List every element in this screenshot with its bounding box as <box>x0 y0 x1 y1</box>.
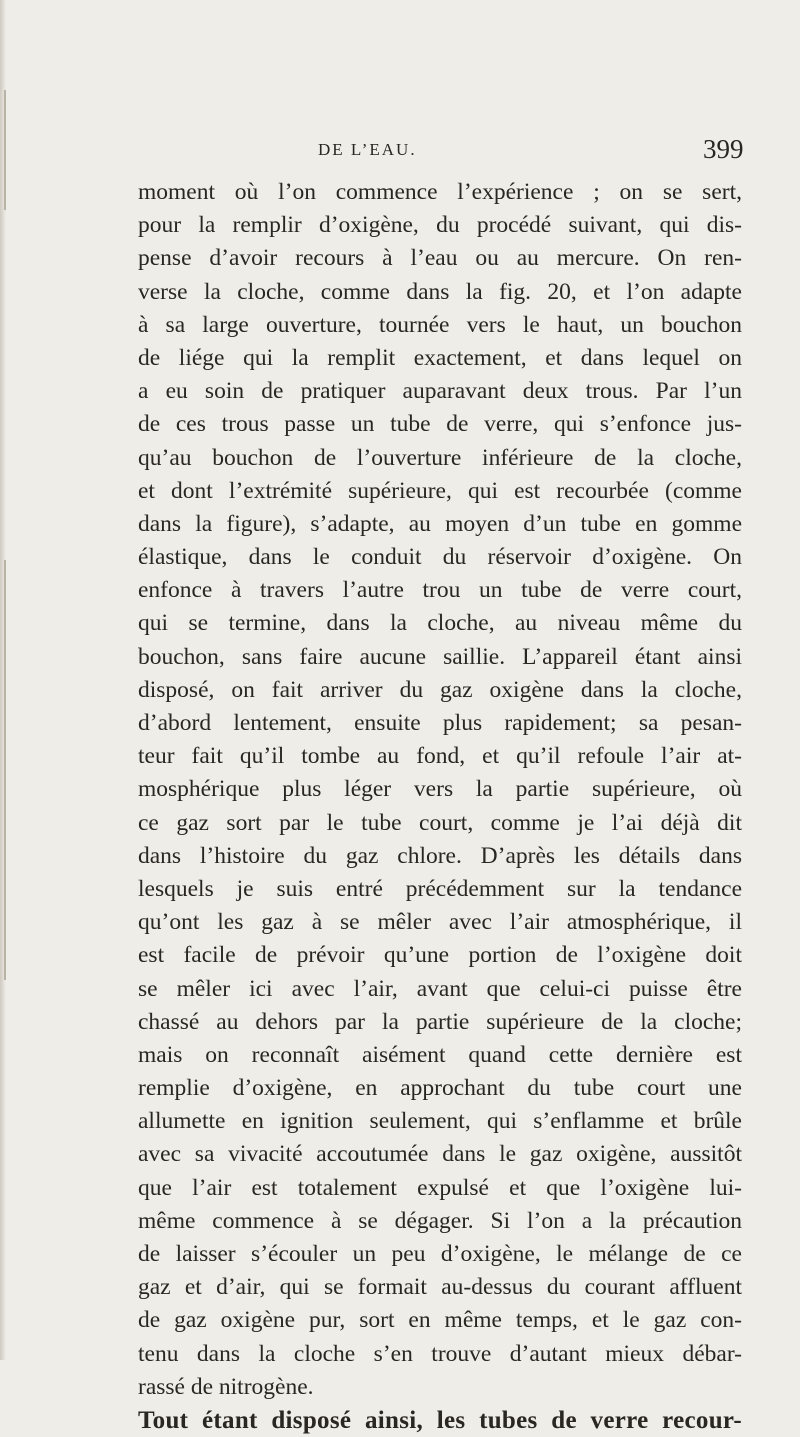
text-line: de ces trous passe un tube de verre, qui s’enfonce jus- <box>138 411 742 438</box>
final-text-line: Tout étant disposé ainsi, les tubes de verre recour- <box>138 1406 742 1434</box>
text-line: ce gaz sort par le tube court, comme je l’ai déjà dit <box>138 809 742 836</box>
running-head <box>0 136 800 168</box>
text-line: mosphérique plus léger vers la partie supérieure, où <box>138 776 742 803</box>
text-line: est facile de prévoir qu’une portion de l’oxigène doit <box>138 942 742 969</box>
text-line: gaz et d’air, qui se formait au-dessus du courant affluent <box>138 1274 742 1301</box>
text-line: pense d’avoir recours à l’eau ou au mercure. On ren- <box>138 245 742 272</box>
text-line: même commence à se dégager. Si l’on a la précaution <box>138 1207 742 1234</box>
text-line: à sa large ouverture, tournée vers le haut, un bouchon <box>138 311 742 338</box>
text-line: pour la remplir d’oxigène, du procédé suivant, qui dis- <box>138 212 742 239</box>
text-line: dans l’histoire du gaz chlore. D’après les détails dans <box>138 842 742 869</box>
text-line: tenu dans la cloche s’en trouve d’autant mieux débar- <box>138 1340 742 1367</box>
running-title: DE L’EAU. <box>318 140 417 159</box>
text-line: teur fait qu’il tombe au fond, et qu’il refoule l’air at- <box>138 743 742 770</box>
text-line: de gaz oxigène pur, sort en même temps, et le gaz con- <box>138 1307 742 1334</box>
text-line: qui se termine, dans la cloche, au niveau même du <box>138 610 742 637</box>
text-line: lesquels je suis entré précédemment sur la tendance <box>138 875 742 902</box>
text-line: qu’ont les gaz à se mêler avec l’air atmosphérique, il <box>138 909 742 936</box>
text-line: avec sa vivacité accoutumée dans le gaz oxigène, aussitôt <box>138 1141 742 1168</box>
text-line: bouchon, sans faire aucune saillie. L’appareil étant ainsi <box>138 643 742 670</box>
text-line: mais on reconnaît aisément quand cette dernière est <box>138 1041 742 1068</box>
spine-shadow-mark <box>4 560 6 980</box>
text-line: que l’air est totalement expulsé et que l’oxigène lui- <box>138 1174 742 1201</box>
text-line: de liége qui la remplit exactement, et dans lequel on <box>138 344 742 371</box>
text-line: moment où l’on commence l’expérience ; on se sert, <box>138 179 742 205</box>
text-line: d’abord lentement, ensuite plus rapidement; sa pesan- <box>138 710 742 736</box>
text-line: rassé de nitrogène. <box>138 1373 314 1400</box>
text-line: verse la cloche, comme dans la fig. 20, et l’on adapte <box>138 278 742 305</box>
text-line: de laisser s’écouler un peu d’oxigène, le mélange de ce <box>138 1241 742 1267</box>
text-line: enfonce à travers l’autre trou un tube de verre court, <box>138 577 742 604</box>
text-line: allumette en ignition seulement, qui s’enflamme et brûle <box>138 1108 742 1135</box>
text-line: remplie d’oxigène, en approchant du tube court une <box>138 1075 742 1102</box>
text-line: et dont l’extrémité supérieure, qui est recourbée (comme <box>138 477 742 504</box>
text-line: qu’au bouchon de l’ouverture inférieure de la cloche, <box>138 444 742 471</box>
page-number: 399 <box>703 134 744 164</box>
text-line: a eu soin de pratiquer auparavant deux trous. Par l’un <box>138 378 742 405</box>
text-line: dans la figure), s’adapte, au moyen d’un tube en gomme <box>138 510 742 537</box>
text-line: chassé au dehors par la partie supérieure de la cloche; <box>138 1008 742 1035</box>
text-line: se mêler ici avec l’air, avant que celui-ci puisse être <box>138 975 742 1002</box>
text-line: disposé, on fait arriver du gaz oxigène dans la cloche, <box>138 676 742 703</box>
body-text <box>138 176 742 1437</box>
text-line: élastique, dans le conduit du réservoir d’oxigène. On <box>138 544 742 571</box>
